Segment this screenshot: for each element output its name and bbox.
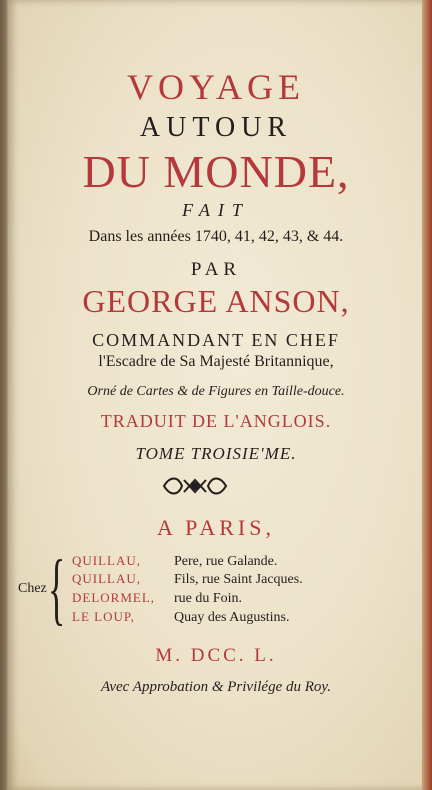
bookseller-entry (72, 609, 290, 627)
fleuron-ornament-icon (160, 474, 230, 498)
bookseller-name: DELORMEL, (72, 590, 156, 605)
volume-line: TOME TROISIE'ME. (135, 444, 297, 463)
bookseller-address: Pere, rue Galande. (174, 554, 278, 569)
bookseller-entry (72, 571, 303, 589)
bookseller-entry (72, 553, 277, 571)
bookseller-name: QUILLAU, (72, 553, 142, 568)
title-line-du-monde: DU MONDE, (82, 146, 350, 197)
translated-line: TRADUIT DE L'ANGLOIS. (100, 411, 332, 431)
bookseller-name: LE LOUP, (72, 609, 135, 624)
fait-line: FAIT (182, 200, 250, 220)
squadron-line: l'Escadre de Sa Majesté Britannique, (98, 353, 334, 370)
illustrated-line: Orné de Cartes & de Figures en Taille-douce. (87, 384, 345, 399)
author-name: GEORGE ANSON, (82, 283, 350, 319)
par-line: PAR (190, 259, 242, 280)
chez-label: Chez (18, 581, 47, 596)
bookseller-entry (72, 590, 242, 608)
bookseller-name: QUILLAU, (72, 571, 142, 586)
bookseller-address: Quay des Augustins. (174, 610, 290, 625)
privilege-line: Avec Approbation & Privilége du Roy. (101, 679, 331, 695)
years-line: Dans les années 1740, 41, 42, 43, & 44. (88, 228, 344, 245)
title-line-voyage: VOYAGE (127, 67, 305, 107)
city-line: A PARIS, (156, 515, 275, 540)
publication-date: M. DCC. L. (155, 645, 277, 666)
rank-line: COMMANDANT EN CHEF (92, 330, 340, 350)
title-line-autour: AUTOUR (139, 112, 293, 143)
bookseller-address: rue du Foin. (174, 591, 243, 606)
bookseller-address: Fils, rue Saint Jacques. (174, 572, 303, 587)
brace-icon: { (48, 545, 66, 633)
booksellers-block (18, 545, 418, 637)
